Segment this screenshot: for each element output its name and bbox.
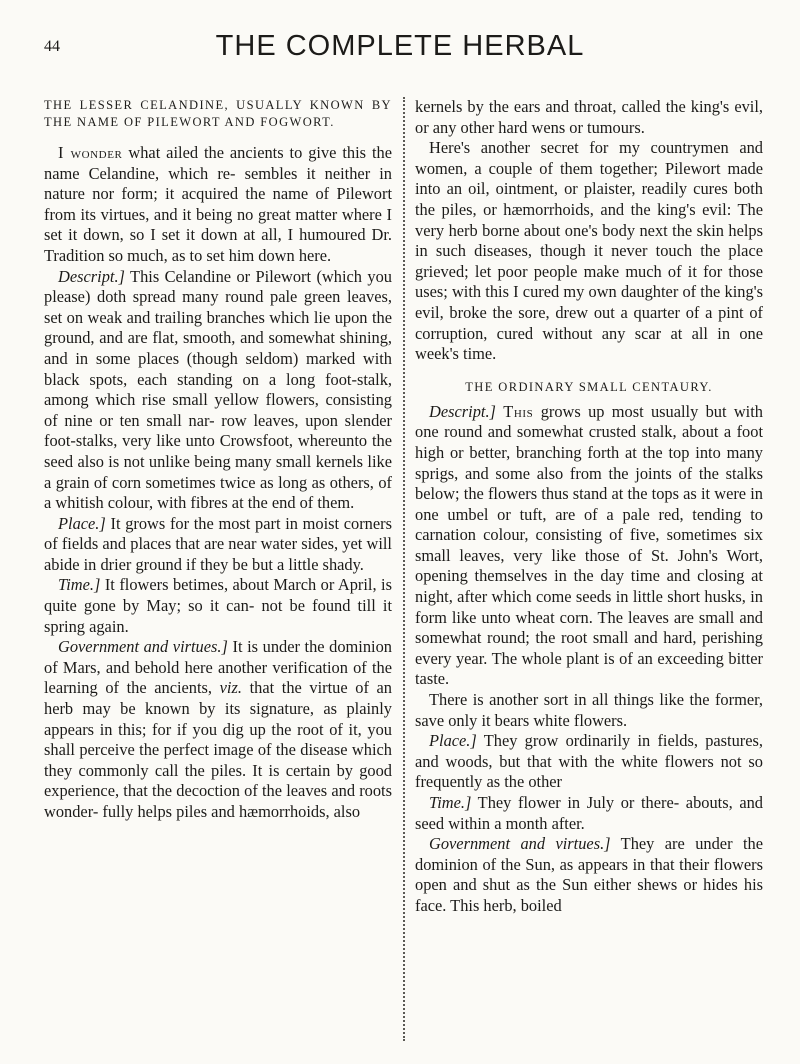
time-text: It flowers betimes, about March or April, is quite gone by May; so it can- not be found till it spring again. [44, 575, 392, 636]
place-paragraph [44, 514, 392, 576]
left-column [44, 97, 392, 823]
centaury-time-text: They flower in July or there- abouts, and seed within a month after. [415, 793, 763, 833]
centaury-government-paragraph [415, 834, 763, 916]
viz-abbrev: viz. [219, 678, 242, 698]
descript-text: This Celandine or Pilewort (which you please) doth spread many round pale green leaves, set on weak and trailing branches which lie upon the ground, and are flat, smooth, and somewhat shining, and in some places (though seldom) marked with black spots, each standing on a long foot-stalk, among which rise small yellow flowers, consisting of nine or ten small nar- row leaves, upon slender foot-stalks, very like unto Crowsfoot, whereunto the seed also is not unlike being many small kernels like a grain of corn sometimes twice as long as others, of a whitish colour, with fibres at the end of them. [44, 266, 392, 513]
intro-paragraph [44, 143, 392, 267]
right-column [415, 97, 763, 917]
descript-label: Descript.] [58, 266, 125, 286]
centaury-place-text: They grow ordinarily in fields, pastures, and woods, but that with the white flowers not so frequently as the other [415, 731, 763, 792]
descript-paragraph [44, 267, 392, 514]
running-head [44, 22, 756, 62]
section-heading-celandine: THE LESSER CELANDINE, USUALLY KNOWN BY THE NAME OF PILEWORT AND FOGWORT. [44, 98, 392, 129]
centaury-descript-lead: This [503, 401, 534, 421]
secret-paragraph: Here's another secret for my countrymen and women, a couple of them together; Pilewort made into an oil, ointment, or plaister, readily cures both the piles, or hæmorrhoids, and the king's evil: The very herb borne about one's body next the skin helps in such diseases, though it never touch the place grieved; let poor people make much of it for those uses; with this I cured my own daughter of the king's evil, broke the sore, drew out a quarter of a pint of corruption, cured without any scar at all in one week's time. [415, 138, 763, 364]
centaury-descript-text: grows up most usually but with one round and somewhat crusted stalk, about a foot high or better, branching forth at the top into many sprigs, and some also from the joints of the stalks below; the flowers thus stand at the tops as it were in one umbel or tuft, are of a pale red, tending to carnation colour, consisting of five, sometimes six small leaves, very like those of St. John's Wort, opening themselves in the day time and closing at night, after which come seeds in little short husks, in form like unto wheat corn. The leaves are small and somewhat round; the root small and hard, perishing every year. The whole plant is of an exceeding bitter taste. [415, 401, 763, 689]
centaury-descript-paragraph [415, 402, 763, 690]
centaury-place-paragraph [415, 731, 763, 793]
column-divider [403, 97, 405, 1041]
place-text: It grows for the most part in moist corners of fields and places that are near water sides, yet will abide in drier ground if they be but a little shady. [44, 513, 392, 574]
centaury-government-label: Government and virtues.] [429, 834, 611, 854]
section-heading-centaury: THE ORDINARY SMALL CENTAURY. [465, 379, 713, 394]
government-text-2: that the virtue of an herb may be known by its signature, as plainly appears in this; for if you dig up the root of it, you shall perceive the perfect image of the disease which they commonly call the piles. It is certain by good experience, that the decoction of the leaves and roots wonder- fully helps piles and hæmorrhoids, also [44, 678, 392, 821]
intro-text: what ailed the ancients to give this the name Celandine, which re- sembles it neither in nature nor form; it acquired the name of Pilewort from its virtues, and it being no great matter where I set it down, so I set it down at all, I humoured Dr. Tradition so much, as to set him down here. [44, 143, 392, 265]
centaury-time-paragraph [415, 793, 763, 834]
intro-lead: I wonder [58, 143, 123, 162]
page-number: 44 [44, 38, 60, 55]
centaury-government-text: They are under the dominion of the Sun, as appears in that their flowers open and shut as the Sun either shews or hides his face. This herb, boiled [415, 834, 763, 915]
government-label: Government and virtues.] [58, 637, 228, 657]
another-sort-paragraph: There is another sort in all things like the former, save only it bears white flowers. [415, 690, 763, 730]
centaury-time-label: Time.] [429, 793, 472, 812]
centaury-descript-label: Descript.] [429, 401, 496, 421]
government-text-1: It is under the dominion of Mars, and behold here another verification of the learning of the ancients, [44, 637, 392, 698]
continued-paragraph: kernels by the ears and throat, called the king's evil, or any other hard wens or tumours. [415, 97, 763, 137]
time-paragraph [44, 575, 392, 637]
centaury-place-label: Place.] [429, 731, 477, 751]
government-paragraph [44, 637, 392, 822]
place-label: Place.] [58, 513, 106, 533]
page-title: THE COMPLETE HERBAL [215, 30, 585, 62]
time-label: Time.] [58, 575, 101, 595]
